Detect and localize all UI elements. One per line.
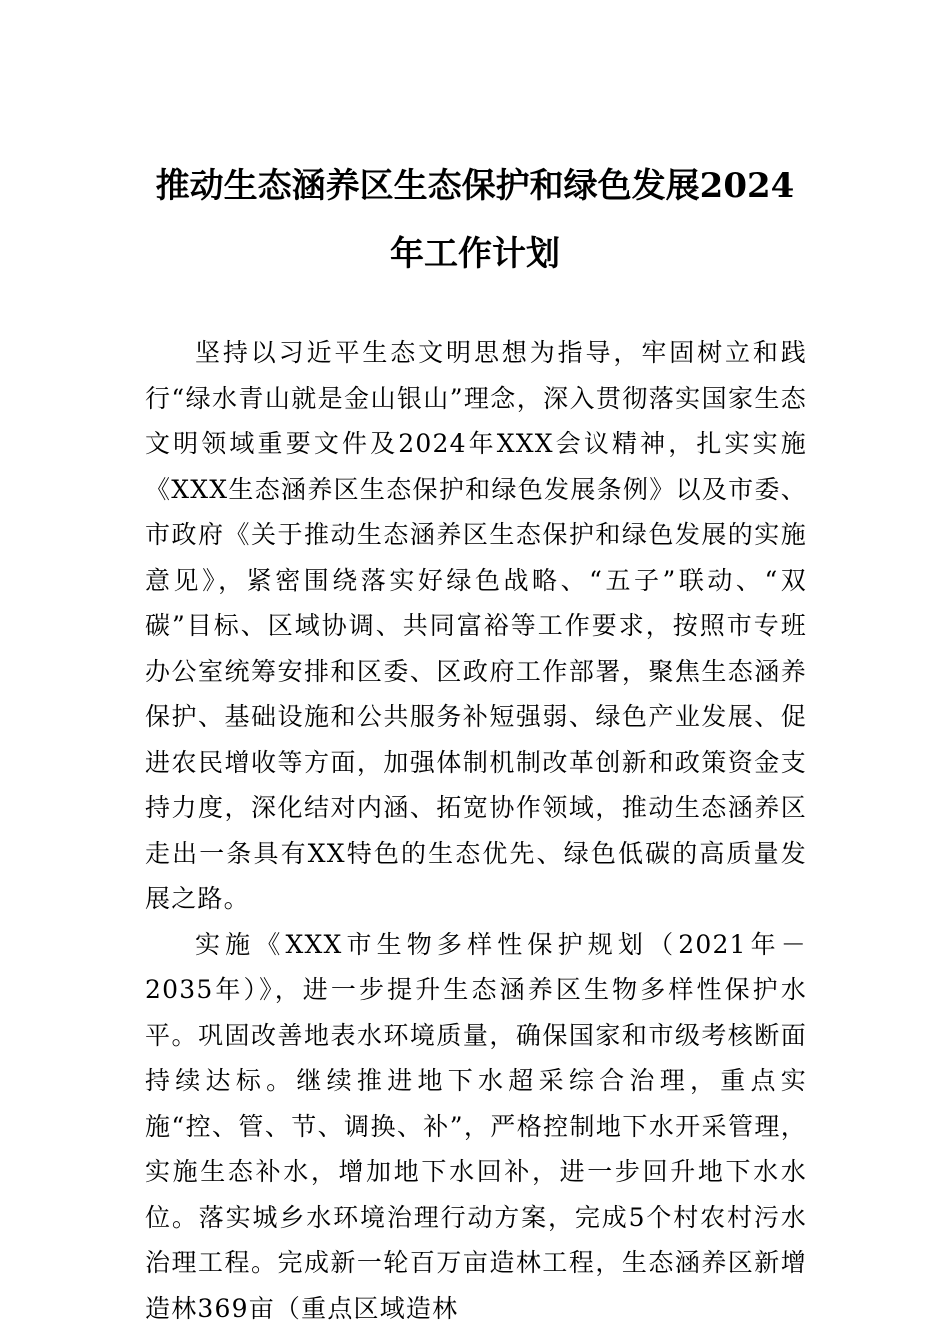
- paragraph-1: 坚持以习近平生态文明思想为指导，牢固树立和践行“绿水青山就是金山银山”理念，深入贯彻落实国家生态文明领域重要文件及2024年XXX会议精神，扎实实施《XXX生态涵养区生态保护和绿色发展条例》以及市委、市政府《关于推动生态涵养区生态保护和绿色发展的实施意见》，紧密围绕落实好绿色战略、“五子”联动、“双碳”目标、区域协调、共同富裕等工作要求，按照市专班办公室统筹安排和区委、区政府工作部署，聚焦生态涵养保护、基础设施和公共服务补短强弱、绿色产业发展、促进农民增收等方面，加强体制机制改革创新和政策资金支持力度，深化结对内涵、拓宽协作领域，推动生态涵养区走出一条具有XX特色的生态优先、绿色低碳的高质量发展之路。: [145, 338, 807, 913]
- document-body: [145, 330, 807, 1331]
- title-line-1: 推动生态涵养区生态保护和绿色发展2024: [155, 166, 795, 206]
- document-title: [145, 152, 805, 288]
- paragraph-2: 实施《XXX市生物多样性保护规划（2021年－2035年）》，进一步提升生态涵养区生物多样性保护水平。巩固改善地表水环境质量，确保国家和市级考核断面持续达标。继续推进地下水超采综合治理，重点实施“控、管、节、调换、补”，严格控制地下水开采管理，实施生态补水，增加地下水回补，进一步回升地下水水位。落实城乡水环境治理行动方案，完成5个村农村污水治理工程。完成新一轮百万亩造林工程，生态涵养区新增造林369亩（重点区域造林: [145, 929, 807, 1323]
- title-line-2: 年工作计划: [390, 234, 560, 274]
